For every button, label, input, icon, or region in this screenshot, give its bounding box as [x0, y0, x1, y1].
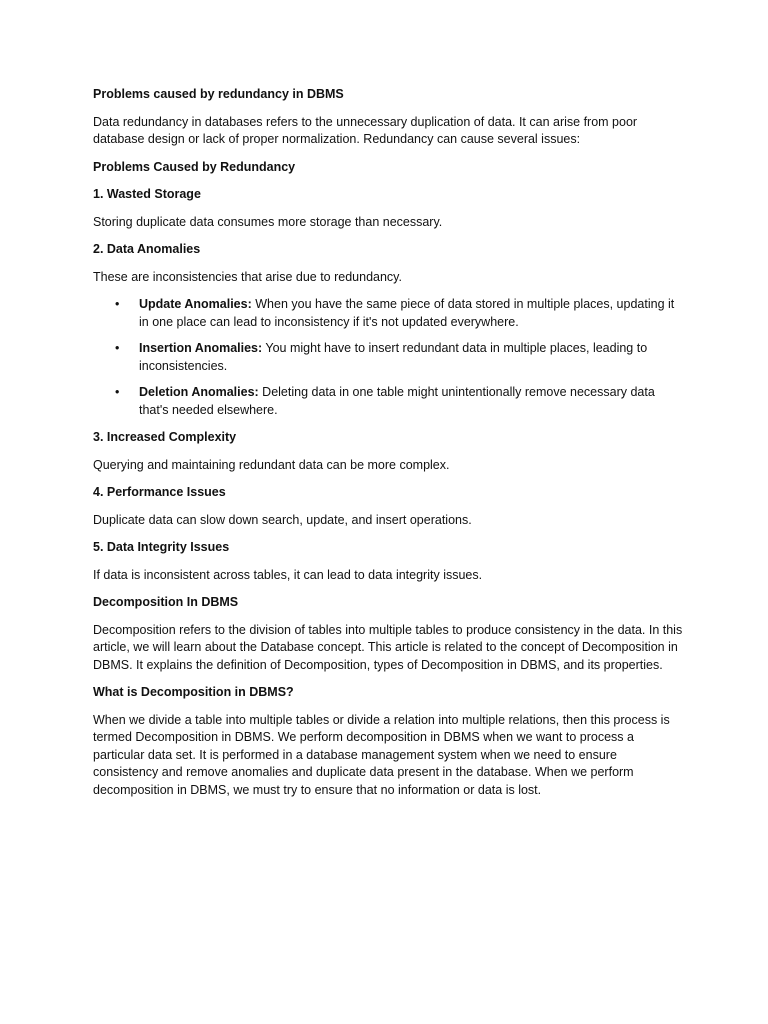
section-text-increased-complexity: Querying and maintaining redundant data can be more complex.	[93, 457, 450, 472]
what-is-decomposition-paragraph: When we divide a table into multiple tables or divide a relation into multiple relations, then this process is termed Decomposition in DBMS. We perform decomposition in DBMS when we want to process a particular data set. It is performed in a database management system when we need to ensure consistency and remove anomalies and duplicate data present in the database. When we perform decomposition in DBMS, we must try to ensure that no information or data is lost.	[93, 712, 670, 797]
bullet-text: Deleting data in one table might unintentionally remove necessary data that's needed elsewhere.	[139, 385, 655, 417]
document-page	[93, 86, 683, 809]
bullet-text: When you have the same piece of data stored in multiple places, updating it in one place can lead to inconsistency if it's not updated everywhere.	[139, 297, 675, 329]
section-text-wasted-storage: Storing duplicate data consumes more storage than necessary.	[93, 214, 443, 229]
list-item-insertion-anomalies	[93, 340, 683, 375]
list-item-deletion-anomalies	[93, 384, 683, 419]
section-heading-increased-complexity: 3. Increased Complexity	[93, 430, 237, 444]
anomalies-list	[93, 296, 683, 419]
bullet-term: Deletion Anomalies:	[139, 385, 259, 399]
section-text-performance-issues: Duplicate data can slow down search, update, and insert operations.	[93, 512, 472, 527]
decomposition-heading: Decomposition In DBMS	[93, 595, 239, 609]
section-text-data-integrity: If data is inconsistent across tables, it can lead to data integrity issues.	[93, 567, 483, 582]
decomposition-paragraph: Decomposition refers to the division of tables into multiple tables to produce consistency in the data. In this article, we will learn about the Database concept. This article is related to the concept of Decomposition in DBMS. It explains the definition of Decomposition, types of Decomposition in DBMS, and its properties.	[93, 622, 683, 672]
bullet-text: You might have to insert redundant data in multiple places, leading to inconsistencies.	[139, 341, 648, 373]
bullet-icon: •	[115, 297, 120, 311]
list-item-update-anomalies	[93, 296, 683, 331]
intro-paragraph: Data redundancy in databases refers to the unnecessary duplication of data. It can arise from poor database design or lack of proper normalization. Redundancy can cause several issues:	[93, 114, 638, 146]
section-heading-data-integrity: 5. Data Integrity Issues	[93, 540, 230, 554]
bullet-term: Update Anomalies:	[139, 297, 252, 311]
section-text-data-anomalies: These are inconsistencies that arise due to redundancy.	[93, 269, 402, 284]
bullet-icon: •	[115, 341, 120, 355]
bullet-term: Insertion Anomalies:	[139, 341, 263, 355]
section-heading-data-anomalies: 2. Data Anomalies	[93, 242, 201, 256]
bullet-icon: •	[115, 385, 120, 399]
what-is-decomposition-heading: What is Decomposition in DBMS?	[93, 685, 294, 699]
problems-heading: Problems Caused by Redundancy	[93, 159, 296, 174]
document-title: Problems caused by redundancy in DBMS	[93, 87, 344, 101]
section-heading-performance-issues: 4. Performance Issues	[93, 485, 226, 499]
section-heading-wasted-storage: 1. Wasted Storage	[93, 187, 201, 201]
